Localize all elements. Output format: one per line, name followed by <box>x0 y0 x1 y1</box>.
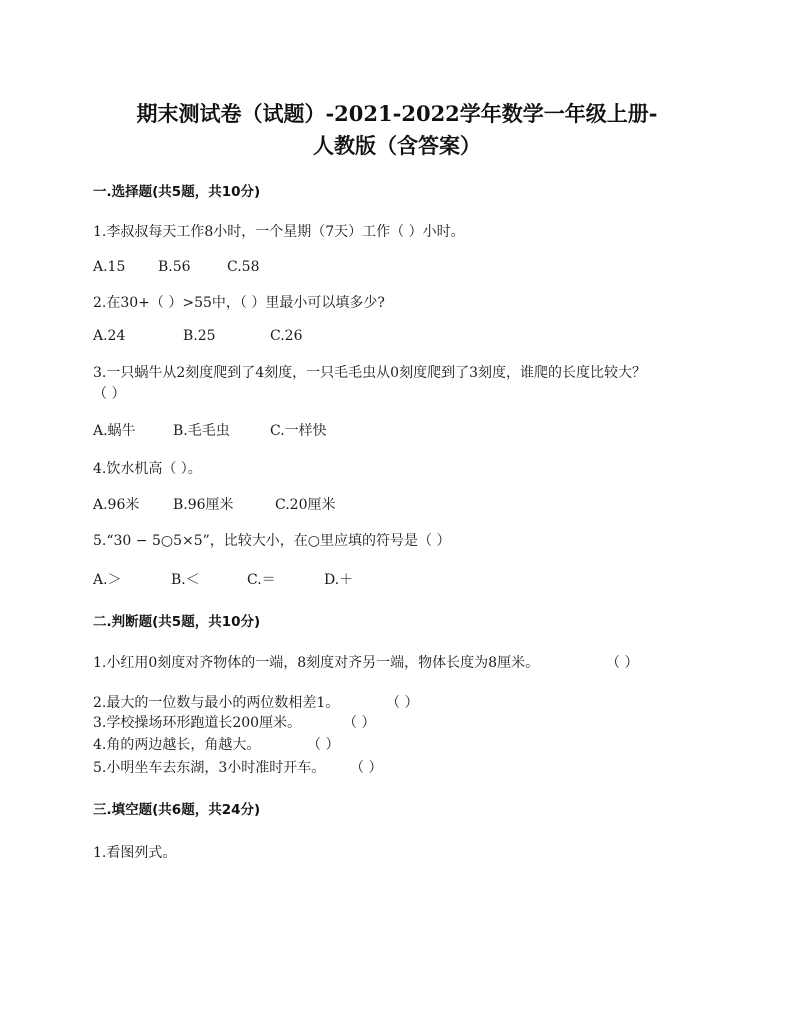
answer-blank: （ ） <box>343 715 376 731</box>
document-title-line2: 人教版（含答案） <box>313 133 481 158</box>
question-text: 4.角的两边越长，角越大。 <box>93 737 261 753</box>
option-c: C.26 <box>270 328 303 344</box>
question-text: 1.看图列式。 <box>93 845 177 861</box>
option-b: B.96厘米 <box>173 497 234 513</box>
option-c: C.58 <box>227 259 260 275</box>
answer-blank: （ ） <box>307 737 340 753</box>
question-text: 3.学校操场环形跑道长200厘米。 <box>93 715 302 731</box>
answer-blank: （ ） <box>350 760 383 776</box>
option-a: A.＞ <box>93 572 122 588</box>
option-b: B.毛毛虫 <box>173 423 230 439</box>
option-c: C.20厘米 <box>275 497 336 513</box>
option-a: A.蜗牛 <box>93 423 136 439</box>
question-text: 4.饮水机高（ ）。 <box>93 461 202 477</box>
question-text: 2.最大的一位数与最小的两位数相差1。 <box>93 695 340 711</box>
option-c: C.＝ <box>247 572 276 588</box>
question-text: 3.一只蜗牛从2刻度爬到了4刻度，一只毛毛虫从0刻度爬到了3刻度，谁爬的长度比较大？ <box>93 365 646 381</box>
option-b: B.25 <box>183 328 216 344</box>
section-heading-true-false: 二.判断题(共5题，共10分) <box>93 614 261 630</box>
option-a: A.15 <box>93 259 126 275</box>
option-b: B.56 <box>158 259 191 275</box>
option-a: A.24 <box>93 328 126 344</box>
question-text: 5.小明坐车去东湖，3小时准时开车。 <box>93 760 326 776</box>
option-a: A.96米 <box>93 497 140 513</box>
answer-blank: （ ） <box>606 655 639 671</box>
section-heading-multiple-choice: 一.选择题(共5题，共10分) <box>93 184 261 200</box>
option-c: C.一样快 <box>270 423 327 439</box>
answer-blank: （ ） <box>386 695 419 711</box>
document-title-line1: 期末测试卷（试题）-2021-2022学年数学一年级上册- <box>136 101 658 126</box>
option-d: D.＋ <box>324 572 354 588</box>
question-text: 1.小红用0刻度对齐物体的一端，8刻度对齐另一端，物体长度为8厘米。 <box>93 655 540 671</box>
section-heading-fill-in: 三.填空题(共6题，共24分) <box>93 802 261 818</box>
question-text: 1.李叔叔每天工作8小时，一个星期（7天）工作（ ）小时。 <box>93 224 465 240</box>
question-text: 5.“30 − 5○5×5”，比较大小，在○里应填的符号是（ ） <box>93 533 451 549</box>
question-text-continued: （ ） <box>93 386 126 402</box>
question-text: 2.在30+（ ）>55中，（ ）里最小可以填多少? <box>93 295 385 311</box>
option-b: B.＜ <box>171 572 200 588</box>
